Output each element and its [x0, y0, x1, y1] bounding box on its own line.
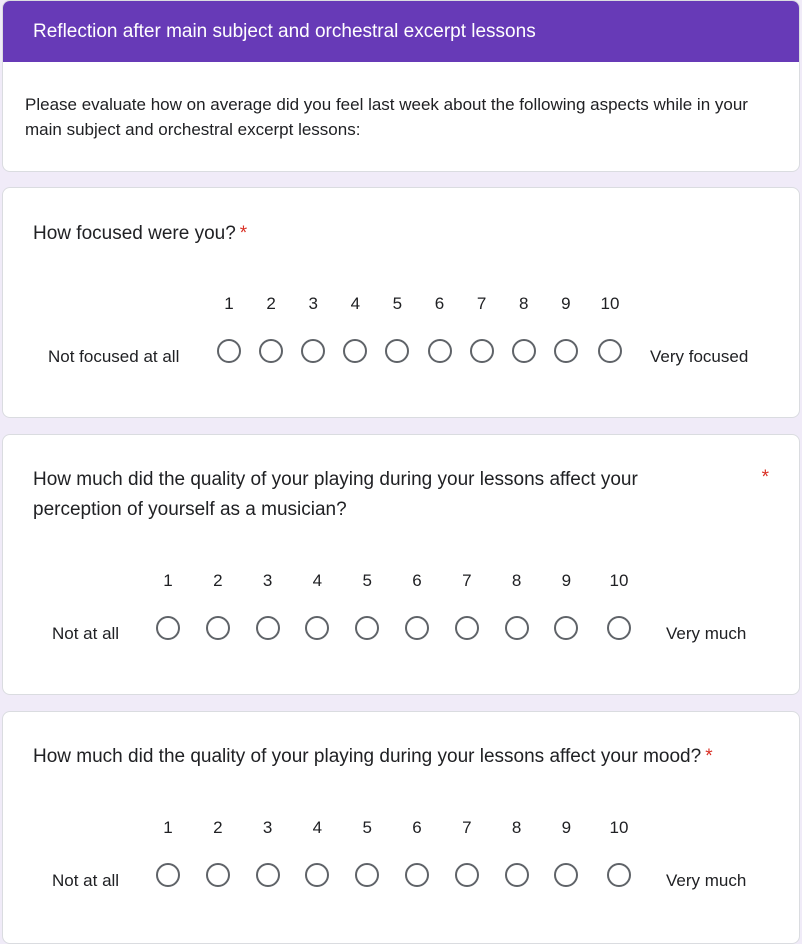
scale-radio-8[interactable] — [505, 863, 529, 887]
section-header-card — [2, 0, 800, 172]
scale-radio-3[interactable] — [301, 339, 325, 363]
section-description: Please evaluate how on average did you feel last week about the following aspects while in your main subject and orchestral excerpt lessons: — [25, 95, 748, 139]
question-title — [33, 742, 713, 772]
scale-radio-9[interactable] — [554, 616, 578, 640]
scale-number: 2 — [213, 571, 223, 590]
scale-radio-7[interactable] — [455, 863, 479, 887]
question-title-text: How focused were you? — [33, 223, 236, 244]
scale-number: 1 — [163, 818, 173, 837]
scale-number: 10 — [600, 294, 620, 313]
scale-radio-6[interactable] — [428, 339, 452, 363]
scale-number: 4 — [312, 571, 323, 590]
scale-number: 7 — [462, 571, 472, 590]
question-card-mood — [2, 711, 800, 944]
scale-radio-6[interactable] — [405, 863, 429, 887]
scale-number: 4 — [312, 818, 323, 837]
scale-radio-5[interactable] — [355, 616, 379, 640]
scale-low-label: Not at all — [52, 624, 120, 643]
scale-number: 6 — [434, 294, 445, 313]
scale-number: 7 — [462, 818, 472, 837]
scale-high-label: Very focused — [650, 347, 749, 366]
scale-number: 10 — [609, 571, 629, 590]
scale-radio-1[interactable] — [156, 616, 180, 640]
scale-number: 6 — [412, 818, 422, 837]
scale-radio-9[interactable] — [554, 339, 578, 363]
scale-radio-9[interactable] — [554, 863, 578, 887]
scale-number: 4 — [350, 294, 361, 313]
scale-high-label: Very much — [666, 624, 747, 643]
question-title — [33, 219, 247, 249]
scale-radio-1[interactable] — [156, 863, 180, 887]
scale-radio-10[interactable] — [607, 863, 631, 887]
scale-radio-10[interactable] — [598, 339, 622, 363]
scale-number: 9 — [561, 818, 572, 837]
scale-number: 6 — [412, 571, 422, 590]
scale-radio-8[interactable] — [505, 616, 529, 640]
scale-number: 7 — [476, 294, 487, 313]
scale-number: 9 — [561, 571, 572, 590]
scale-number: 10 — [609, 818, 629, 837]
scale-number: 8 — [518, 294, 529, 313]
scale-radio-3[interactable] — [256, 863, 280, 887]
scale-radio-5[interactable] — [385, 339, 409, 363]
scale-radio-7[interactable] — [455, 616, 479, 640]
scale-radio-4[interactable] — [305, 863, 329, 887]
scale-number: 3 — [308, 294, 318, 313]
scale-number: 5 — [362, 818, 372, 837]
scale-high-label: Very much — [666, 871, 747, 890]
scale-number: 1 — [224, 294, 234, 313]
scale-radio-10[interactable] — [607, 616, 631, 640]
scale-number: 8 — [511, 818, 522, 837]
scale-number: 3 — [262, 571, 273, 590]
scale-number: 2 — [266, 294, 276, 313]
scale-number: 5 — [392, 294, 403, 313]
question-card-focus — [2, 187, 800, 418]
scale-number: 3 — [262, 818, 273, 837]
scale-radio-3[interactable] — [256, 616, 280, 640]
scale-radio-2[interactable] — [206, 863, 230, 887]
scale-radio-2[interactable] — [206, 616, 230, 640]
required-asterisk: * — [239, 223, 248, 244]
scale-radio-2[interactable] — [259, 339, 283, 363]
scale-radio-6[interactable] — [405, 616, 429, 640]
scale-radio-4[interactable] — [343, 339, 367, 363]
section-title: Reflection after main subject and orchestral excerpt lessons — [3, 1, 799, 62]
scale-number: 8 — [511, 571, 522, 590]
scale-radio-5[interactable] — [355, 863, 379, 887]
scale-low-label: Not focused at all — [48, 347, 180, 366]
scale-radio-4[interactable] — [305, 616, 329, 640]
scale-radio-8[interactable] — [512, 339, 536, 363]
scale-number: 2 — [213, 818, 223, 837]
scale-number: 9 — [561, 294, 571, 313]
scale-radio-7[interactable] — [470, 339, 494, 363]
question-title-text: How much did the quality of your playing during your lessons affect your mood? — [33, 746, 702, 767]
question-title: How much did the quality of your playing during your lessons affect your perception of yourself as a musician? — [33, 469, 638, 520]
scale-radio-1[interactable] — [217, 339, 241, 363]
required-asterisk: * — [705, 746, 713, 767]
question-card-perception — [2, 434, 800, 695]
required-asterisk: * — [761, 467, 769, 488]
scale-number: 1 — [163, 571, 173, 590]
scale-number: 5 — [362, 571, 372, 590]
scale-low-label: Not at all — [52, 871, 120, 890]
